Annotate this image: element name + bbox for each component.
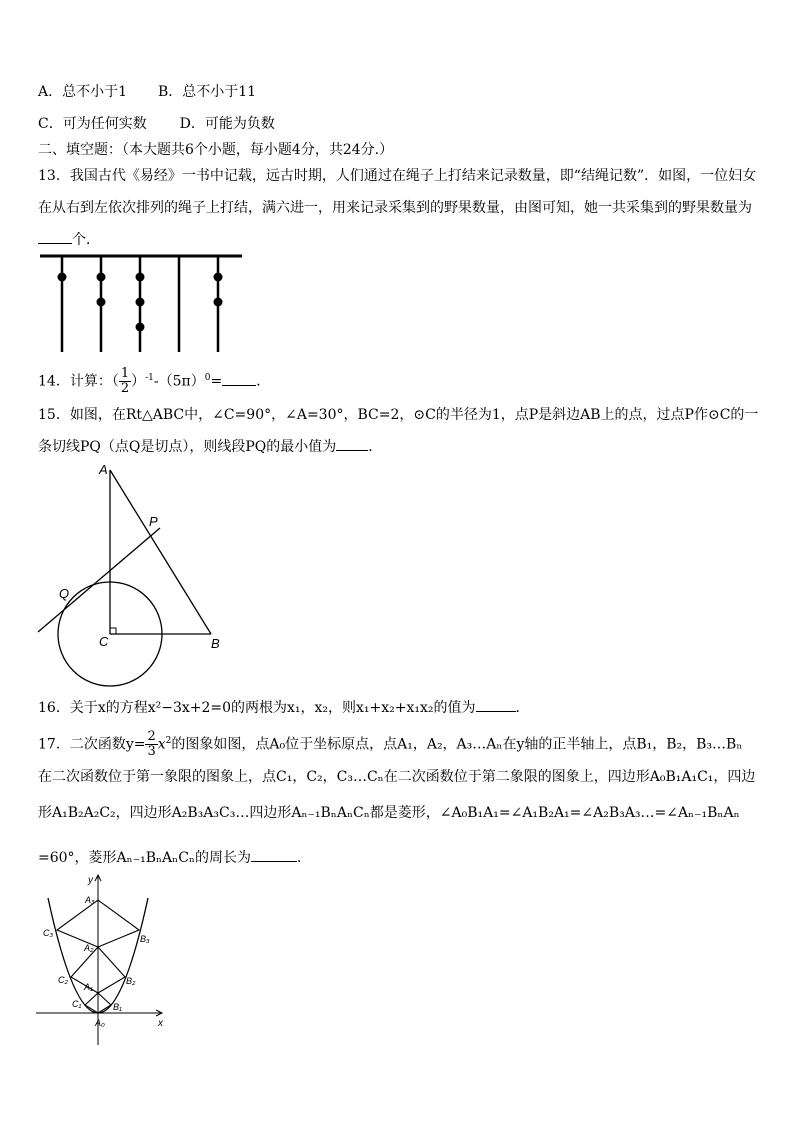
label-a0: A₀ [95,1018,105,1028]
triangle-circle-figure [30,460,230,690]
label-q: Q [59,586,70,601]
label-b2: B₂ [126,976,136,986]
answer-blank[interactable] [222,371,256,386]
q17-line4: =60°，菱形Aₙ₋₁BₙAₙCₙ的周长为 ． [38,847,311,868]
q12-option-c: C．可为任何实数 [38,116,147,132]
q17-line2: 在二次函数位于第一象限的图象上，点C₁，C₂，C₃…Cₙ在二次函数位于第二象限的图象上，四边形A₀B₁A₁C₁，四边 [38,769,756,785]
label-c: C [99,634,109,649]
q17-line1: 17．二次函数y= $\frac{2}{3}$ $x^2$的图象如图，点A₀位于坐标原点，点A₁，A₂，A₃…Aₙ在y轴的正半轴上，点B₁，B₂，B₃…Bₙ [38,729,743,760]
label-a1: A₁ [84,982,93,992]
q13-line3 [38,229,100,250]
label-a3: A₃ [85,895,95,905]
q17-line3: 形A₁B₂A₂C₂，四边形A₂B₃A₃C₃…四边形Aₙ₋₁BₙAₙCₙ都是菱形，∠A₀B₁A₁=∠A₁B₂A₁=∠A₂B₃A₃…=∠Aₙ₋₁BₙAₙ [38,805,740,821]
q14-prefix: 14．计算：（ [38,373,119,390]
answer-blank[interactable] [336,436,368,451]
q16-line: 16．关于x的方程x²−3x+2=0的两根为x₁，x₂，则x₁+x₂+x₁x₂的值为 ． [38,697,530,718]
label-b: B [211,636,220,651]
label-x: x [158,1018,163,1029]
q12-option-a: A．总不小于1 [38,84,128,100]
parabola-rhombus-figure [30,870,180,1050]
label-a2: A₂ [84,943,94,953]
q13-suffix: 个． [72,232,100,248]
section-title: 二、填空题：（本大题共6个小题，每小题4分，共24分.） [38,142,394,158]
label-p: P [149,514,158,529]
q14-fraction: $\frac{1}{2}$ [120,366,130,397]
answer-blank[interactable] [476,697,516,712]
q12-options-row1 [38,82,256,102]
label-c1: C₁ [72,999,82,1009]
label-c2: C₂ [58,975,68,985]
q13-line1: 13．我国古代《易经》一书中记载，远古时期，人们通过在绳子上打结来记录数量，即“结绳记数”．如图，一位妇女 [38,168,757,184]
q12-options-row2 [38,114,275,134]
label-y: y [88,875,93,886]
q15-line2: 条切线PQ（点Q是切点），则线段PQ的最小值为 ． [38,436,382,457]
answer-blank[interactable] [251,847,297,862]
q17-fraction: $\frac{2}{3}$ [147,729,156,760]
label-c3: C₃ [43,928,54,938]
answer-blank[interactable] [38,229,72,244]
q14-line: 14．计算：（ $\frac{1}{2}$ ）$^{-1}-(5\pi)^0=$ ． [38,366,271,397]
q13-line2: 在从右到左依次排列的绳子上打结，满六进一，用来记录采集到的野果数量，由图可知，她一共采集到的野果数量为 [38,200,752,216]
label-b1: B₁ [113,1002,122,1012]
label-b3: B₃ [140,934,150,944]
q12-option-b: B．总不小于11 [157,84,257,100]
q15-line1: 15．如图，在Rt△ABC中，∠C=90°，∠A=30°，BC=2，⊙C的半径为1，点P是斜边AB上的点，过点P作⊙C的一 [38,407,759,423]
rope-knots-figure [38,250,248,355]
q12-option-d: D．可能为负数 [179,116,275,132]
label-a: A [99,462,108,477]
